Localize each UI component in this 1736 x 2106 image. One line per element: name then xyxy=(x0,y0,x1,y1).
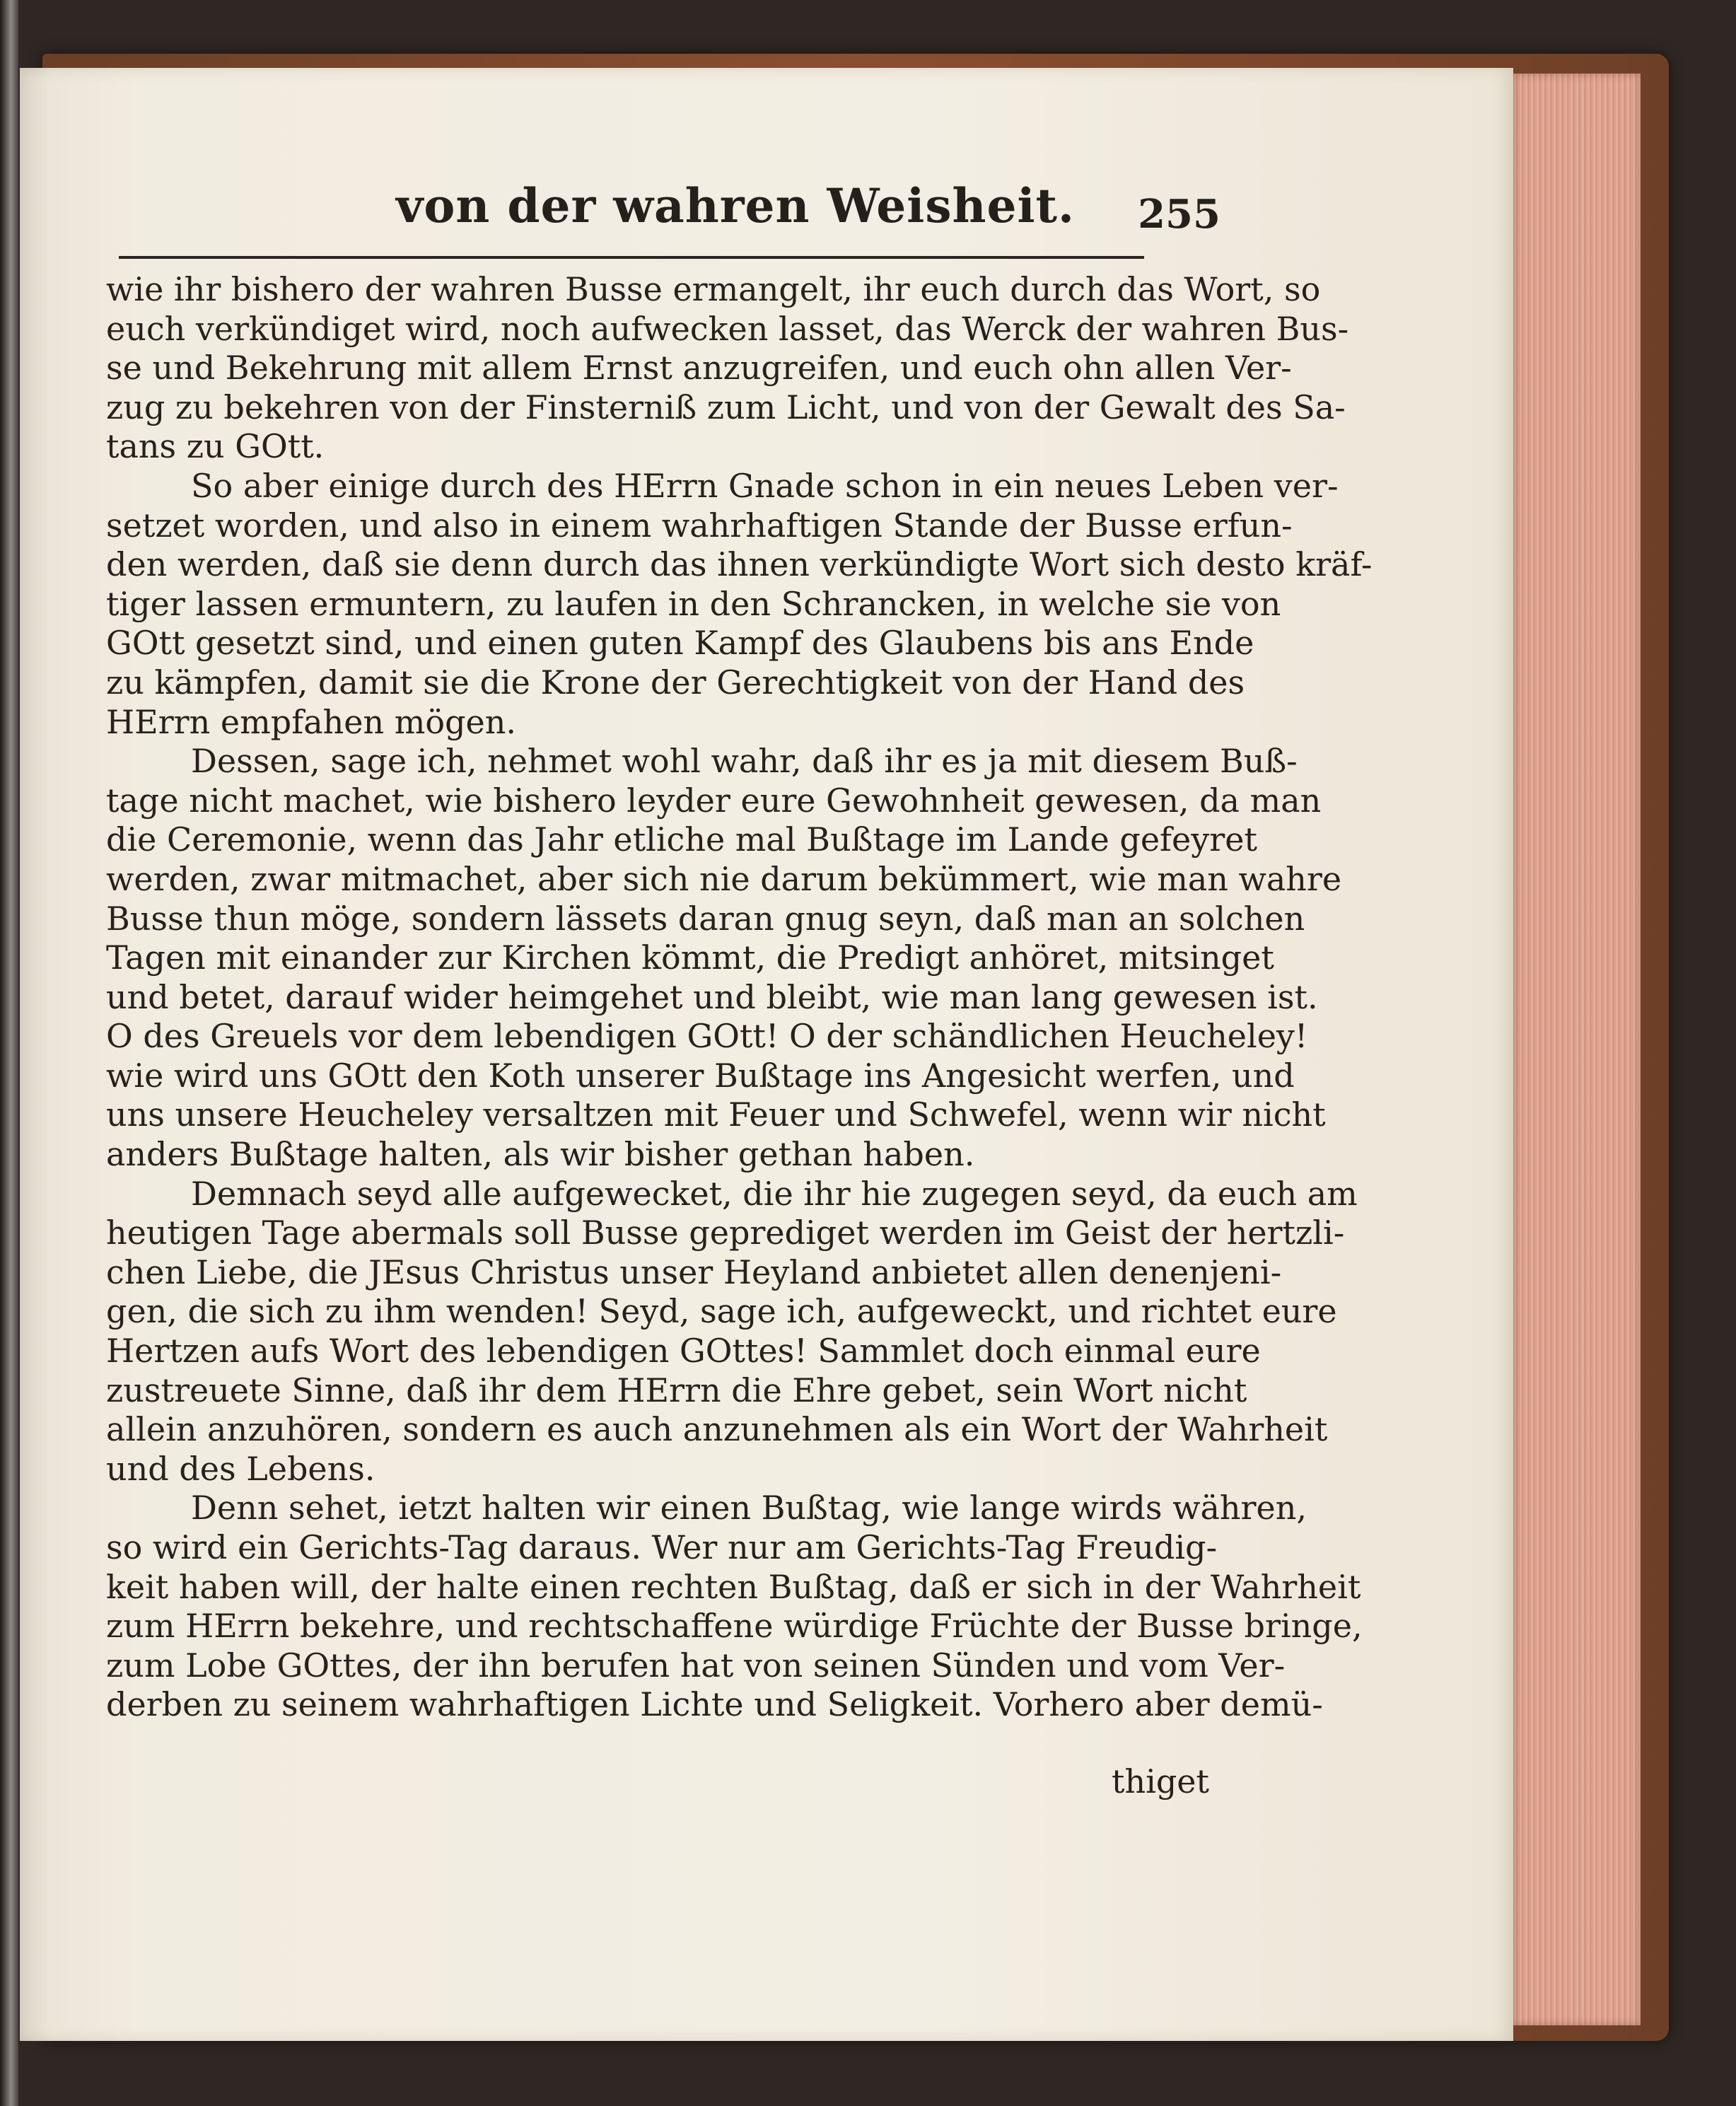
text-line: HErrn empfahen mögen. xyxy=(106,702,516,741)
text-line: Denn sehet, ietzt halten wir einen Bußtag, wie lange wirds währen, xyxy=(191,1489,1307,1528)
text-line: Busse thun möge, sondern lässets daran gnug seyn, daß man an solchen xyxy=(106,899,1305,938)
text-line: gen, die sich zu ihm wenden! Seyd, sage ich, aufgeweckt, und richtet eure xyxy=(106,1292,1337,1331)
running-head: von der wahren Weisheit. xyxy=(396,178,1075,233)
text-line: So aber einige durch des HErrn Gnade schon in ein neues Leben ver- xyxy=(191,466,1339,505)
text-line: so wird ein Gerichts-Tag daraus. Wer nur am Gerichts-Tag Freudig- xyxy=(106,1528,1218,1566)
text-line: O des Greuels vor dem lebendigen GOtt! O der schändlichen Heucheley! xyxy=(106,1017,1308,1056)
page-fore-edge xyxy=(1513,74,1641,2025)
text-line: die Ceremonie, wenn das Jahr etliche mal Bußtage im Lande gefeyret xyxy=(106,820,1257,859)
text-line: zug zu bekehren von der Finsterniß zum Licht, und von der Gewalt des Sa- xyxy=(106,388,1346,426)
text-line: heutigen Tage abermals soll Busse geprediget werden im Geist der hertzli- xyxy=(106,1214,1345,1252)
text-line: Dessen, sage ich, nehmet wohl wahr, daß ihr es ja mit diesem Buß- xyxy=(191,742,1298,781)
text-line: Demnach seyd alle aufgewecket, die ihr hie zugegen seyd, da euch am xyxy=(191,1174,1358,1213)
text-line: und betet, darauf wider heimgehet und bleibt, wie man lang gewesen ist. xyxy=(106,977,1318,1016)
text-line: uns unsere Heucheley versaltzen mit Feuer und Schwefel, wenn wir nicht xyxy=(106,1095,1326,1134)
text-line: keit haben will, der halte einen rechten Bußtag, daß er sich in der Wahrheit xyxy=(106,1567,1361,1606)
page-number: 255 xyxy=(1138,191,1221,238)
scan-left-edge xyxy=(0,0,18,2106)
text-line: zum Lobe GOttes, der ihn berufen hat von seinen Sünden und vom Ver- xyxy=(106,1646,1286,1685)
text-line: zu kämpfen, damit sie die Krone der Gerechtigkeit von der Hand des xyxy=(106,663,1245,702)
text-line: zum HErrn bekehre, und rechtschaffene würdige Früchte der Busse bringe, xyxy=(106,1607,1363,1646)
text-line: se und Bekehrung mit allem Ernst anzugreifen, und euch ohn allen Ver- xyxy=(106,349,1292,388)
text-line: tiger lassen ermuntern, zu laufen in den Schrancken, in welche sie von xyxy=(106,584,1281,623)
text-line: Tagen mit einander zur Kirchen kömmt, die Predigt anhöret, mitsinget xyxy=(106,938,1274,977)
text-line: anders Bußtage halten, als wir bisher gethan haben. xyxy=(106,1135,975,1174)
text-line: werden, zwar mitmachet, aber sich nie darum bekümmert, wie man wahre xyxy=(106,859,1342,898)
text-line: den werden, daß sie denn durch das ihnen verkündigte Wort sich desto kräf- xyxy=(106,545,1373,584)
text-line: wie ihr bishero der wahren Busse ermangelt, ihr euch durch das Wort, so xyxy=(106,270,1321,308)
text-line: derben zu seinem wahrhaftigen Lichte und Seligkeit. Vorhero aber demü- xyxy=(106,1685,1323,1724)
text-line: chen Liebe, die JEsus Christus unser Heyland anbietet allen denenjeni- xyxy=(106,1252,1282,1291)
header-rule xyxy=(119,256,1144,259)
text-line: zustreuete Sinne, daß ihr dem HErrn die Ehre gebet, sein Wort nicht xyxy=(106,1371,1247,1409)
text-line: euch verkündiget wird, noch aufwecken lasset, das Werck der wahren Bus- xyxy=(106,309,1349,348)
catchword: thiget xyxy=(1112,1762,1209,1800)
text-line: tans zu GOtt. xyxy=(106,427,325,466)
text-line: allein anzuhören, sondern es auch anzunehmen als ein Wort der Wahrheit xyxy=(106,1410,1328,1449)
body-text xyxy=(106,270,1373,1826)
text-line: setzet worden, und also in einem wahrhaftigen Stande der Busse erfun- xyxy=(106,506,1293,545)
text-line: Hertzen aufs Wort des lebendigen GOttes! Sammlet doch einmal eure xyxy=(106,1332,1261,1371)
text-line: wie wird uns GOtt den Koth unserer Bußtage ins Angesicht werfen, und xyxy=(106,1056,1295,1095)
text-line: GOtt gesetzt sind, und einen guten Kampf des Glaubens bis ans Ende xyxy=(106,624,1254,663)
text-line: tage nicht machet, wie bishero leyder eure Gewohnheit gewesen, da man xyxy=(106,781,1322,820)
text-line: und des Lebens. xyxy=(106,1449,375,1488)
